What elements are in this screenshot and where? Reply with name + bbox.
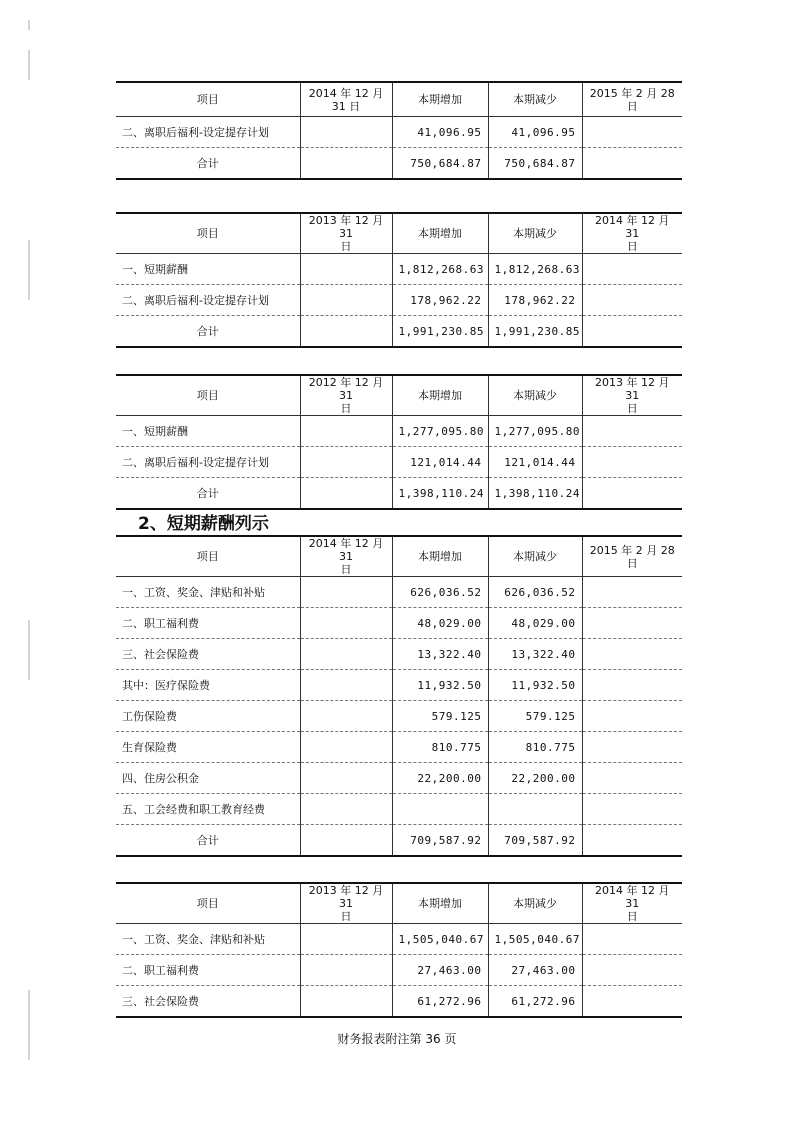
cell-end: [582, 670, 682, 701]
row-label: 合计: [116, 148, 300, 180]
header-item: 项目: [116, 82, 300, 117]
cell-end: [582, 416, 682, 447]
header-end: 2013 年 12 月 31 日: [582, 375, 682, 416]
section-title: 2、短期薪酬列示: [138, 514, 269, 534]
cell-increase: 579.125: [392, 701, 488, 732]
cell-decrease: 61,272.96: [488, 986, 582, 1018]
cell-increase: 1,398,110.24: [392, 478, 488, 510]
cell-increase: 13,322.40: [392, 639, 488, 670]
row-label: 三、社会保险费: [116, 639, 300, 670]
cell-decrease: 1,398,110.24: [488, 478, 582, 510]
header-end: 2015 年 2 月 28 日: [582, 536, 682, 577]
row-label: 生育保险费: [116, 732, 300, 763]
cell-decrease: 11,932.50: [488, 670, 582, 701]
cell-end: [582, 254, 682, 285]
header-start: 2012 年 12 月 31 日: [300, 375, 392, 416]
row-label: 一、短期薪酬: [116, 254, 300, 285]
table-row: [116, 763, 682, 794]
table-row: [116, 670, 682, 701]
cell-decrease: 810.775: [488, 732, 582, 763]
header-item: 项目: [116, 883, 300, 924]
cell-decrease: 1,277,095.80: [488, 416, 582, 447]
cell-start: [300, 763, 392, 794]
cell-decrease: 1,812,268.63: [488, 254, 582, 285]
header-start: 2014 年 12 月 31 日: [300, 82, 392, 117]
header-decrease: 本期减少: [488, 883, 582, 924]
row-label: 一、短期薪酬: [116, 416, 300, 447]
cell-decrease: 178,962.22: [488, 285, 582, 316]
header-end: 2014 年 12 月 31 日: [582, 883, 682, 924]
cell-decrease: 48,029.00: [488, 608, 582, 639]
table-header-row: [116, 213, 682, 254]
table-post-employment-2015: [116, 81, 682, 180]
header-increase: 本期增加: [392, 213, 488, 254]
cell-start: [300, 447, 392, 478]
cell-start: [300, 639, 392, 670]
header-item: 项目: [116, 213, 300, 254]
cell-end: [582, 794, 682, 825]
header-end: 2014 年 12 月 31 日: [582, 213, 682, 254]
header-item: 项目: [116, 536, 300, 577]
table-header-row: [116, 536, 682, 577]
cell-start: [300, 285, 392, 316]
cell-increase: [392, 794, 488, 825]
binding-edge: [28, 620, 30, 680]
cell-end: [582, 447, 682, 478]
cell-end: [582, 316, 682, 348]
row-label: 合计: [116, 825, 300, 857]
header-decrease: 本期减少: [488, 375, 582, 416]
cell-increase: 11,932.50: [392, 670, 488, 701]
table-employee-pay-2014: [116, 212, 682, 348]
binding-edge: [28, 990, 30, 1060]
cell-start: [300, 316, 392, 348]
header-increase: 本期增加: [392, 883, 488, 924]
table-row: [116, 254, 682, 285]
cell-end: [582, 732, 682, 763]
cell-end: [582, 608, 682, 639]
table-row: [116, 608, 682, 639]
table-row: [116, 639, 682, 670]
cell-decrease: 13,322.40: [488, 639, 582, 670]
cell-start: [300, 924, 392, 955]
cell-increase: 41,096.95: [392, 117, 488, 148]
cell-decrease: 121,014.44: [488, 447, 582, 478]
cell-increase: 121,014.44: [392, 447, 488, 478]
cell-end: [582, 285, 682, 316]
table-header-row: [116, 82, 682, 117]
cell-end: [582, 639, 682, 670]
header-increase: 本期增加: [392, 536, 488, 577]
cell-end: [582, 577, 682, 608]
cell-start: [300, 478, 392, 510]
header-start: 2013 年 12 月 31 日: [300, 883, 392, 924]
row-label: 一、工资、奖金、津贴和补贴: [116, 924, 300, 955]
cell-start: [300, 254, 392, 285]
cell-increase: 709,587.92: [392, 825, 488, 857]
table-row: [116, 447, 682, 478]
header-decrease: 本期减少: [488, 536, 582, 577]
row-label: 四、住房公积金: [116, 763, 300, 794]
row-label: 二、职工福利费: [116, 608, 300, 639]
cell-start: [300, 577, 392, 608]
table-row-total: [116, 148, 682, 180]
cell-end: [582, 955, 682, 986]
header-item: 项目: [116, 375, 300, 416]
binding-edge: [28, 50, 30, 80]
row-label: 二、职工福利费: [116, 955, 300, 986]
table-row: [116, 701, 682, 732]
cell-end: [582, 148, 682, 180]
cell-start: [300, 732, 392, 763]
header-end: 2015 年 2 月 28 日: [582, 82, 682, 117]
page-footer: 财务报表附注第 36 页: [337, 1032, 457, 1046]
header-increase: 本期增加: [392, 82, 488, 117]
table-short-term-pay-2014: [116, 882, 682, 1018]
cell-start: [300, 608, 392, 639]
table-employee-pay-2013: [116, 374, 682, 510]
cell-increase: 750,684.87: [392, 148, 488, 180]
cell-start: [300, 148, 392, 180]
row-label: 一、工资、奖金、津贴和补贴: [116, 577, 300, 608]
cell-end: [582, 117, 682, 148]
table-row: [116, 955, 682, 986]
table-row: [116, 117, 682, 148]
row-label: 二、离职后福利-设定提存计划: [116, 285, 300, 316]
cell-increase: 178,962.22: [392, 285, 488, 316]
row-label: 二、离职后福利-设定提存计划: [116, 447, 300, 478]
table-row-total: [116, 478, 682, 510]
binding-edge: [28, 20, 30, 30]
cell-end: [582, 825, 682, 857]
table-row-total: [116, 316, 682, 348]
cell-start: [300, 701, 392, 732]
table-row: [116, 577, 682, 608]
cell-end: [582, 701, 682, 732]
cell-start: [300, 117, 392, 148]
row-label: 合计: [116, 316, 300, 348]
table-row: [116, 416, 682, 447]
cell-increase: 1,505,040.67: [392, 924, 488, 955]
cell-start: [300, 794, 392, 825]
header-decrease: 本期减少: [488, 213, 582, 254]
binding-edge: [28, 240, 30, 300]
row-label: 合计: [116, 478, 300, 510]
cell-end: [582, 924, 682, 955]
cell-start: [300, 986, 392, 1018]
cell-start: [300, 825, 392, 857]
row-label: 其中：医疗保险费: [116, 670, 300, 701]
cell-decrease: 579.125: [488, 701, 582, 732]
table-row: [116, 285, 682, 316]
row-label: 工伤保险费: [116, 701, 300, 732]
cell-increase: 27,463.00: [392, 955, 488, 986]
table-header-row: [116, 375, 682, 416]
cell-increase: 1,812,268.63: [392, 254, 488, 285]
cell-decrease: 750,684.87: [488, 148, 582, 180]
row-label: 二、离职后福利-设定提存计划: [116, 117, 300, 148]
cell-increase: 22,200.00: [392, 763, 488, 794]
cell-decrease: 626,036.52: [488, 577, 582, 608]
table-row: [116, 924, 682, 955]
header-start: 2013 年 12 月 31 日: [300, 213, 392, 254]
cell-end: [582, 763, 682, 794]
header-increase: 本期增加: [392, 375, 488, 416]
cell-decrease: 22,200.00: [488, 763, 582, 794]
cell-increase: 61,272.96: [392, 986, 488, 1018]
table-header-row: [116, 883, 682, 924]
cell-start: [300, 955, 392, 986]
cell-increase: 810.775: [392, 732, 488, 763]
table-short-term-pay-2015: [116, 535, 682, 857]
row-label: 三、社会保险费: [116, 986, 300, 1018]
row-label: 五、工会经费和职工教育经费: [116, 794, 300, 825]
cell-start: [300, 670, 392, 701]
cell-end: [582, 986, 682, 1018]
table-row: [116, 986, 682, 1018]
cell-decrease: 27,463.00: [488, 955, 582, 986]
cell-decrease: 41,096.95: [488, 117, 582, 148]
cell-start: [300, 416, 392, 447]
cell-decrease: 1,505,040.67: [488, 924, 582, 955]
header-decrease: 本期减少: [488, 82, 582, 117]
cell-increase: 1,277,095.80: [392, 416, 488, 447]
cell-decrease: 709,587.92: [488, 825, 582, 857]
cell-increase: 48,029.00: [392, 608, 488, 639]
table-row-total: [116, 825, 682, 857]
cell-increase: 626,036.52: [392, 577, 488, 608]
header-start: 2014 年 12 月 31 日: [300, 536, 392, 577]
cell-end: [582, 478, 682, 510]
cell-increase: 1,991,230.85: [392, 316, 488, 348]
cell-decrease: [488, 794, 582, 825]
table-row: [116, 732, 682, 763]
cell-decrease: 1,991,230.85: [488, 316, 582, 348]
table-row: [116, 794, 682, 825]
